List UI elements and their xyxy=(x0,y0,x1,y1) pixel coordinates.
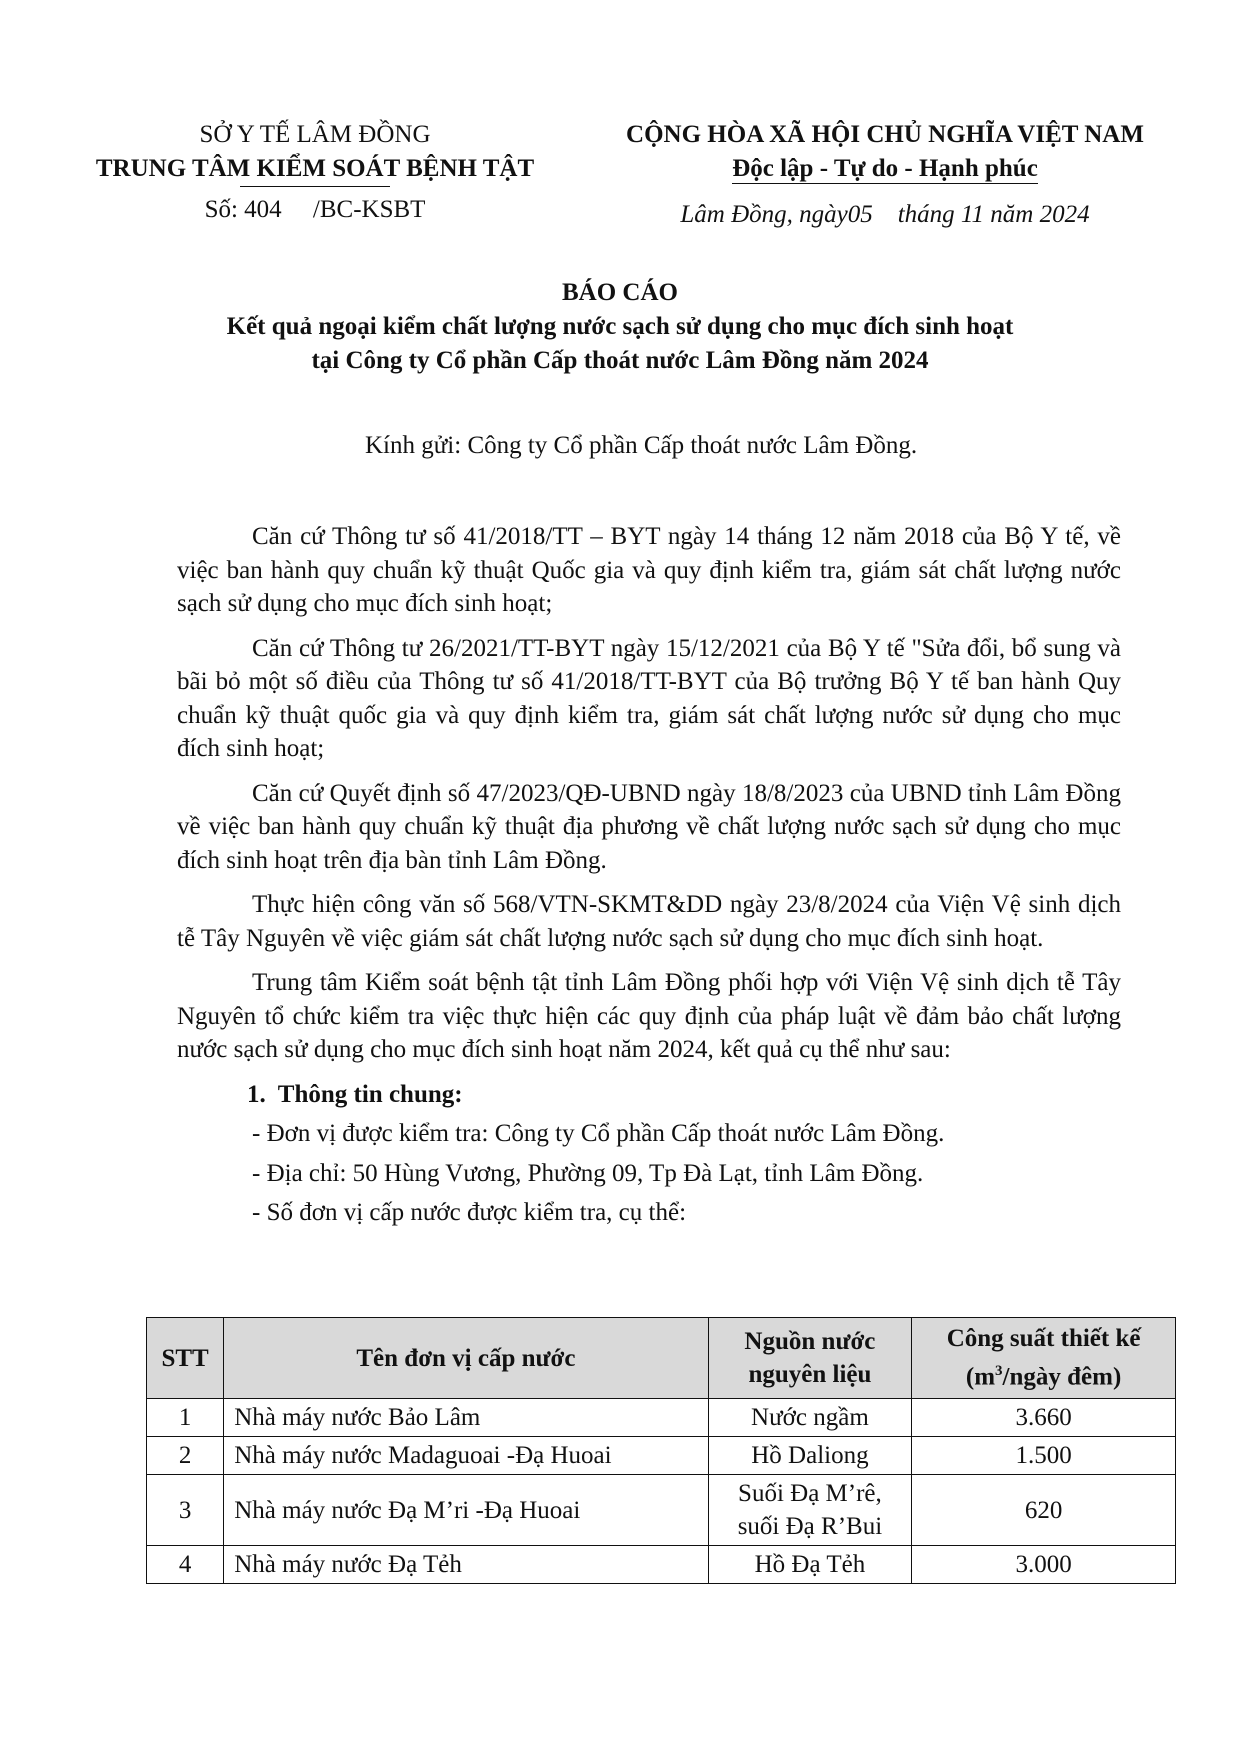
title-line-3: tại Công ty Cổ phần Cấp thoát nước Lâm Đồng năm 2024 xyxy=(311,347,929,374)
paragraph: Trung tâm Kiểm soát bệnh tật tỉnh Lâm Đồng phối hợp với Viện Vệ sinh dịch tễ Tây Nguyên tổ chức kiểm tra việc thực hiện các quy định của pháp luật về đảm bảo chất lượng nước sạch sử dụng cho mục đích sinh hoạt năm 2024, kết quả cụ thể như sau: xyxy=(177,969,1121,1063)
section-heading: 1. Thông tin chung: xyxy=(247,1080,463,1108)
list-item: - Số đơn vị cấp nước được kiểm tra, cụ thể: xyxy=(252,1199,687,1226)
header-source-line-2: nguyên liệu xyxy=(748,1361,872,1388)
recipient-line: Kính gửi: Công ty Cổ phần Cấp thoát nước Lâm Đồng. xyxy=(365,432,918,459)
table-row xyxy=(147,1546,1176,1584)
paragraph: Căn cứ Thông tư số 41/2018/TT – BYT ngày 14 tháng 12 năm 2018 của Bộ Y tế, về việc ban hành quy chuẩn kỹ thuật Quốc gia và quy định kiểm tra, giám sát chất lượng nước sạch sử dụng cho mục đích sinh hoạt; xyxy=(177,523,1121,617)
title-line-2: Kết quả ngoại kiểm chất lượng nước sạch sử dụng cho mục đích sinh hoạt xyxy=(226,313,1014,340)
ministry-name: SỞ Y TẾ LÂM ĐỒNG xyxy=(199,121,431,148)
unit-superscript: 3 xyxy=(995,1363,1003,1380)
cell-source-line-2: suối Đạ R’Bui xyxy=(737,1513,883,1540)
agency-name: TRUNG TÂM KIỂM SOÁT BỆNH TẬT xyxy=(95,155,535,182)
unit-prefix: (m xyxy=(965,1363,996,1391)
cell-stt: 3 xyxy=(147,1475,224,1546)
national-motto xyxy=(590,152,1180,186)
cell-source: Hồ Đạ Tẻh xyxy=(708,1546,912,1584)
cell-source-line-1: Suối Đạ M’rê, xyxy=(738,1480,882,1507)
header-source-line-1: Nguồn nước xyxy=(744,1328,876,1355)
header-capacity-line-1: Công suất thiết kế xyxy=(946,1325,1141,1353)
cell-source xyxy=(708,1475,912,1546)
cell-capacity: 3.000 xyxy=(912,1546,1176,1584)
report-title xyxy=(120,276,1120,378)
cell-stt: 1 xyxy=(147,1399,224,1437)
paragraph: Thực hiện công văn số 568/VTN-SKMT&DD ngày 23/8/2024 của Viện Vệ sinh dịch tễ Tây Nguyên về việc giám sát chất lượng nước sạch sử dụng cho mục đích sinh hoạt. xyxy=(177,891,1121,952)
header-stt: STT xyxy=(147,1318,224,1399)
place-and-date: Lâm Đồng, ngày05 tháng 11 năm 2024 xyxy=(680,201,1090,228)
title-line-1: BÁO CÁO xyxy=(562,279,678,306)
table-header-row xyxy=(147,1318,1176,1399)
cell-capacity: 1.500 xyxy=(912,1437,1176,1475)
cell-source: Hồ Daliong xyxy=(708,1437,912,1475)
cell-unit-name: Nhà máy nước Madaguoai -Đạ Huoai xyxy=(224,1437,708,1475)
header-source xyxy=(708,1318,912,1399)
cell-source: Nước ngầm xyxy=(708,1399,912,1437)
national-heading-block xyxy=(590,118,1180,232)
cell-capacity: 620 xyxy=(912,1475,1176,1546)
list-item: - Địa chỉ: 50 Hùng Vương, Phường 09, Tp Đà Lạt, tỉnh Lâm Đồng. xyxy=(252,1159,924,1187)
motto-text: Độc lập - Tự do - Hạnh phúc xyxy=(732,155,1038,182)
country-name: CỘNG HÒA XÃ HỘI CHỦ NGHĨA VIỆT NAM xyxy=(626,121,1144,148)
paragraph: Căn cứ Quyết định số 47/2023/QĐ-UBND ngày 18/8/2023 của UBND tỉnh Lâm Đồng về việc ban hành quy chuẩn kỹ thuật địa phương về chất lượng nước sạch sử dụng cho mục đích sinh hoạt trên địa bàn tỉnh Lâm Đồng. xyxy=(177,779,1121,874)
table-row xyxy=(147,1475,1176,1546)
issuing-agency-block xyxy=(95,118,535,227)
cell-stt: 4 xyxy=(147,1546,224,1584)
list-item: - Đơn vị được kiểm tra: Công ty Cổ phần Cấp thoát nước Lâm Đồng. xyxy=(252,1120,945,1147)
header-capacity-line-2 xyxy=(918,1355,1169,1393)
header-unit-name: Tên đơn vị cấp nước xyxy=(224,1318,708,1399)
cell-unit-name: Nhà máy nước Đạ M’ri -Đạ Huoai xyxy=(224,1475,708,1546)
cell-stt: 2 xyxy=(147,1437,224,1475)
water-units-table xyxy=(146,1317,1176,1584)
table-row xyxy=(147,1399,1176,1437)
document-number: Số: 404 /BC-KSBT xyxy=(204,196,426,223)
table-row xyxy=(147,1437,1176,1475)
report-body xyxy=(177,520,1121,1236)
paragraph: Căn cứ Thông tư 26/2021/TT-BYT ngày 15/12/2021 của Bộ Y tế "Sửa đổi, bổ sung và bãi bỏ một số điều của Thông tư số 41/2018/TT-BYT của Bộ trưởng Bộ Y tế ban hành Quy chuẩn kỹ thuật quốc gia và quy định kiểm tra, giám sát chất lượng nước sử dụng cho mục đích sinh hoạt; xyxy=(177,634,1121,762)
cell-unit-name: Nhà máy nước Đạ Tẻh xyxy=(224,1546,708,1584)
agency-underline xyxy=(240,186,390,187)
unit-suffix: /ngày đêm) xyxy=(1002,1363,1122,1391)
cell-capacity: 3.660 xyxy=(912,1399,1176,1437)
header-capacity xyxy=(912,1318,1176,1399)
cell-unit-name: Nhà máy nước Bảo Lâm xyxy=(224,1399,708,1437)
